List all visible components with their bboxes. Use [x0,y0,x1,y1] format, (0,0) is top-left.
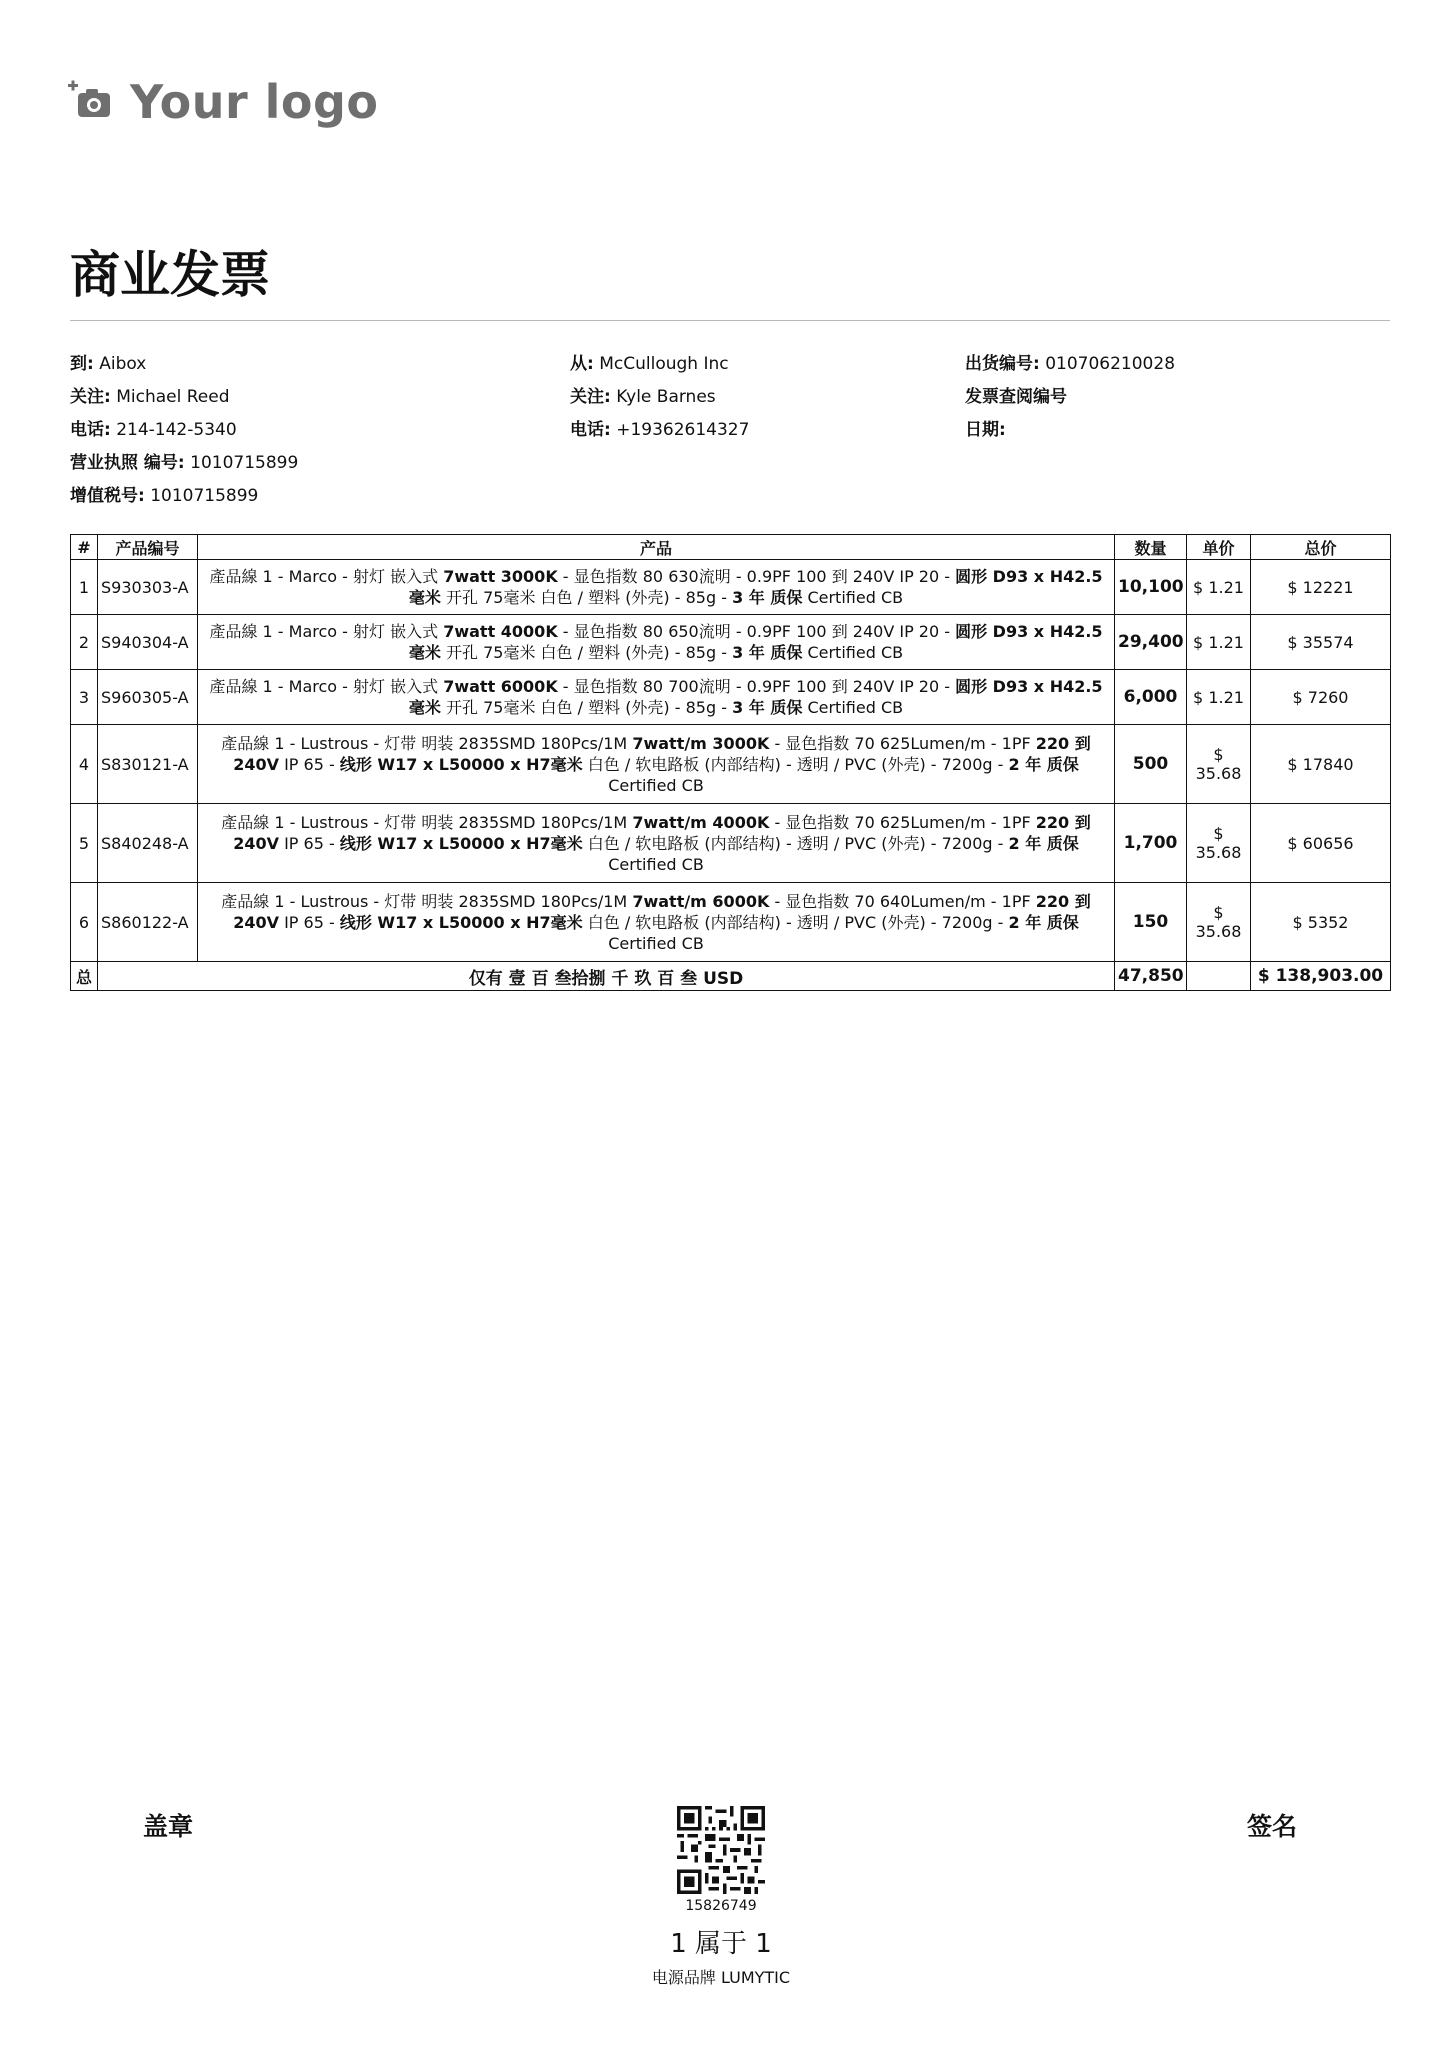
to-phone: 214-142-5340 [116,420,237,440]
logo-text: Your logo [130,75,379,129]
to-phone-line: 电话: 214-142-5340 [70,420,237,440]
row-description: 產品線 1 - Lustrous - 灯带 明装 2835SMD 180Pcs/1M 7watt/m 3000K - 显色指数 70 625Lumen/m - 1PF 220 到 240V IP 65 - 线形 W17 x L50000 x H7毫米 白色 / 软电路板 (内部结构) - 透明 / PVC (外壳) - 7200g - 2 年 质保 Certified CB [198,725,1115,804]
line-items-table [70,534,1391,991]
shipment-number: 010706210028 [1045,354,1176,374]
table-row [71,615,1391,670]
row-total: $ 5352 [1251,883,1391,962]
total-empty-cell [1187,962,1251,991]
row-index: 3 [71,670,98,725]
row-sku: S940304-A [98,615,198,670]
col-header-total: 总价 [1251,535,1391,560]
invoice-ref-line: 发票查阅编号 [965,387,1067,407]
row-description: 產品線 1 - Lustrous - 灯带 明装 2835SMD 180Pcs/1M 7watt/m 6000K - 显色指数 70 640Lumen/m - 1PF 220 到 240V IP 65 - 线形 W17 x L50000 x H7毫米 白色 / 软电路板 (内部结构) - 透明 / PVC (外壳) - 7200g - 2 年 质保 Certified CB [198,883,1115,962]
table-total-row [71,962,1391,991]
col-header-sku: 产品编号 [98,535,198,560]
row-quantity: 10,100 [1115,560,1187,615]
row-sku: S860122-A [98,883,198,962]
page-indicator: 1 属于 1 [670,1929,772,1959]
table-row [71,883,1391,962]
total-quantity: 47,850 [1115,962,1187,991]
table-row [71,725,1391,804]
qr-code [677,1806,765,1894]
row-description: 產品線 1 - Marco - 射灯 嵌入式 7watt 4000K - 显色指数 80 650流明 - 0.9PF 100 到 240V IP 20 - 圆形 D93 x H42.5毫米 开孔 75毫米 白色 / 塑料 (外壳) - 85g - 3 年 质保 Certified CB [198,615,1115,670]
col-header-qty: 数量 [1115,535,1187,560]
row-unit-price: $ 35.68 [1187,725,1251,804]
from-phone-line: 电话: +19362614327 [570,420,750,440]
signature-label: 签名 [1247,1812,1298,1841]
title-divider [70,320,1390,321]
row-index: 1 [71,560,98,615]
col-header-unit-price: 单价 [1187,535,1251,560]
row-description: 產品線 1 - Marco - 射灯 嵌入式 7watt 6000K - 显色指数 80 700流明 - 0.9PF 100 到 240V IP 20 - 圆形 D93 x H42.5毫米 开孔 75毫米 白色 / 塑料 (外壳) - 85g - 3 年 质保 Certified CB [198,670,1115,725]
shipment-line: 出货编号: 010706210028 [965,354,1176,374]
row-sku: S930303-A [98,560,198,615]
to-vat: 1010715899 [150,486,259,506]
row-quantity: 500 [1115,725,1187,804]
date-line: 日期: [965,420,1006,440]
from-name: McCullough Inc [599,354,729,374]
ship-from-block [570,348,749,447]
row-index: 2 [71,615,98,670]
brand-line: 电源品牌 LUMYTIC [651,1968,791,1987]
row-total: $ 60656 [1251,804,1391,883]
row-unit-price: $ 1.21 [1187,560,1251,615]
row-unit-price: $ 35.68 [1187,883,1251,962]
company-logo [66,60,411,144]
row-unit-price: $ 35.68 [1187,804,1251,883]
qr-number: 15826749 [685,1898,757,1914]
table-row [71,670,1391,725]
row-quantity: 29,400 [1115,615,1187,670]
to-name: Aibox [99,354,147,374]
row-sku: S960305-A [98,670,198,725]
to-license: 1010715899 [190,453,299,473]
table-header-row [71,535,1391,560]
row-sku: S840248-A [98,804,198,883]
row-index: 6 [71,883,98,962]
table-row [71,804,1391,883]
row-total: $ 17840 [1251,725,1391,804]
from-attn-line: 关注: Kyle Barnes [570,387,716,407]
row-description: 產品線 1 - Marco - 射灯 嵌入式 7watt 3000K - 显色指数 80 630流明 - 0.9PF 100 到 240V IP 20 - 圆形 D93 x H42.5毫米 开孔 75毫米 白色 / 塑料 (外壳) - 85g - 3 年 质保 Certified CB [198,560,1115,615]
row-total: $ 12221 [1251,560,1391,615]
page-title: 商业发票 [70,246,270,304]
row-total: $ 7260 [1251,670,1391,725]
col-header-index: # [71,535,98,560]
row-unit-price: $ 1.21 [1187,615,1251,670]
row-total: $ 35574 [1251,615,1391,670]
bill-to-block [70,348,298,513]
row-quantity: 150 [1115,883,1187,962]
invoice-meta-block [965,348,1175,447]
to-license-line: 营业执照 编号: 1010715899 [70,453,299,473]
row-quantity: 1,700 [1115,804,1187,883]
row-quantity: 6,000 [1115,670,1187,725]
row-index: 5 [71,804,98,883]
from-name-line: 从: McCullough Inc [570,354,729,374]
row-description: 產品線 1 - Lustrous - 灯带 明装 2835SMD 180Pcs/1M 7watt/m 4000K - 显色指数 70 625Lumen/m - 1PF 220 到 240V IP 65 - 线形 W17 x L50000 x H7毫米 白色 / 软电路板 (内部结构) - 透明 / PVC (外壳) - 7200g - 2 年 质保 Certified CB [198,804,1115,883]
to-attn-line: 关注: Michael Reed [70,387,230,407]
grand-total: $ 138,903.00 [1251,962,1391,991]
from-attn: Kyle Barnes [616,387,716,407]
row-index: 4 [71,725,98,804]
row-unit-price: $ 1.21 [1187,670,1251,725]
total-amount-words: 仅有 壹 百 叁拾捌 千 玖 百 叁 USD [98,962,1115,991]
to-vat-line: 增值税号: 1010715899 [70,486,259,506]
to-name-line: 到: Aibox [70,354,147,374]
from-phone: +19362614327 [616,420,750,440]
stamp-label: 盖章 [143,1812,194,1841]
total-label: 总 [71,962,98,991]
table-row [71,560,1391,615]
row-sku: S830121-A [98,725,198,804]
col-header-product: 产品 [198,535,1115,560]
to-attn: Michael Reed [116,387,230,407]
camera-plus-icon [66,76,118,128]
